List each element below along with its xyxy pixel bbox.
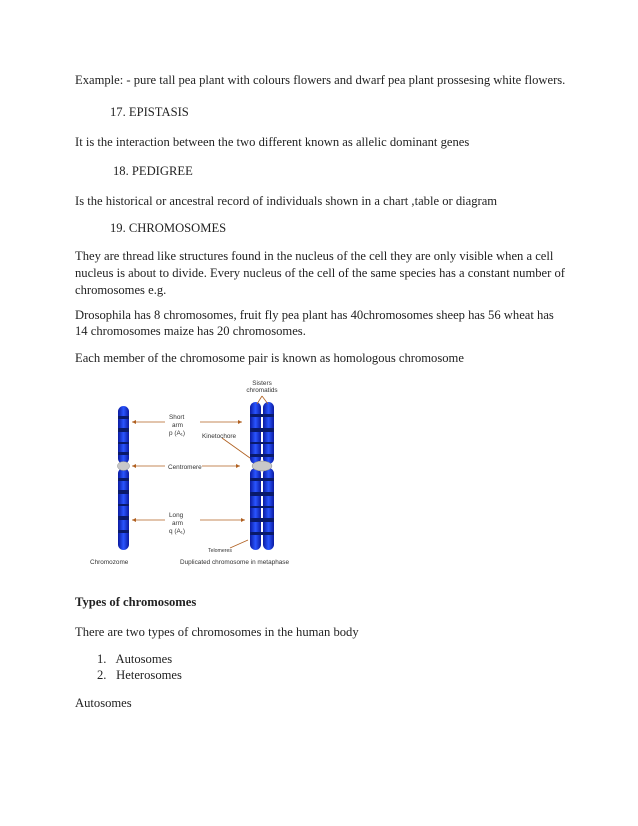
label-chromozome: Chromozome [90,559,129,566]
heading-pedigree: 18. PEDIGREE [113,164,193,178]
homologous-text: Each member of the chromosome pair is known as homologous chromosome [75,351,464,365]
list-text: Autosomes [115,652,173,666]
label-short-2: arm [172,422,184,429]
list-item [97,651,597,668]
heading-chromosomes: 19. CHROMOSOMES [110,221,227,235]
types-intro: There are two types of chromosomes in the human body [75,625,359,639]
duplicated-chromosome [250,402,274,550]
example-text: Example: - pure tall pea plant with colours flowers and dwarf pea plant prossesing white flowers. [75,73,566,87]
list-number: 1. [97,652,107,666]
label-duplicated: Duplicated chromosome in metaphase [180,559,290,566]
label-kinetochore: Kinetochore [202,433,237,440]
label-chromatids: chromatids [246,387,278,394]
list-item [97,667,597,684]
autosomes-heading: Autosomes [75,696,132,710]
label-short-3: p (A₁) [169,430,186,437]
pedigree-text: Is the historical or ancestral record of individuals shown in a chart ,table or diagram [75,194,498,208]
list-text: Heterosomes [116,668,182,682]
chromosomes-text-line1: They are thread like structures found in the nucleus of the cell they are only visible when a cell [75,249,554,263]
label-long-1: Long [169,512,184,519]
label-sisters: Sisters [252,380,272,387]
heading-epistasis: 17. EPISTASIS [110,105,189,119]
list-number: 2. [97,668,107,682]
single-chromosome [118,406,130,550]
label-long-3: q (A₁) [169,528,186,535]
chromosomes-text-line3: chromosomes e.g. [75,283,167,297]
types-heading: Types of chromosomes [75,595,197,609]
epistasis-text: It is the interaction between the two different known as allelic dominant genes [75,135,470,149]
centromere-icon [118,462,130,471]
chromosome-diagram [90,380,330,580]
chromosome-counts-line1: Drosophila has 8 chromosomes, fruit fly pea plant has 40chromosomes sheep has 56 wheat has [75,308,554,322]
label-short-1: Short [169,414,185,421]
label-long-2: arm [172,520,184,527]
chromosomes-text-line2: nucleus is about to divide. Every nucleus of the cell of the same species has a constant number of [75,266,565,280]
label-centromere: Centromere [168,464,202,471]
chromosome-counts-line2: 14 chromosomes maize has 20 chromosomes. [75,324,306,338]
label-telomeres: Telomeres [208,548,232,554]
